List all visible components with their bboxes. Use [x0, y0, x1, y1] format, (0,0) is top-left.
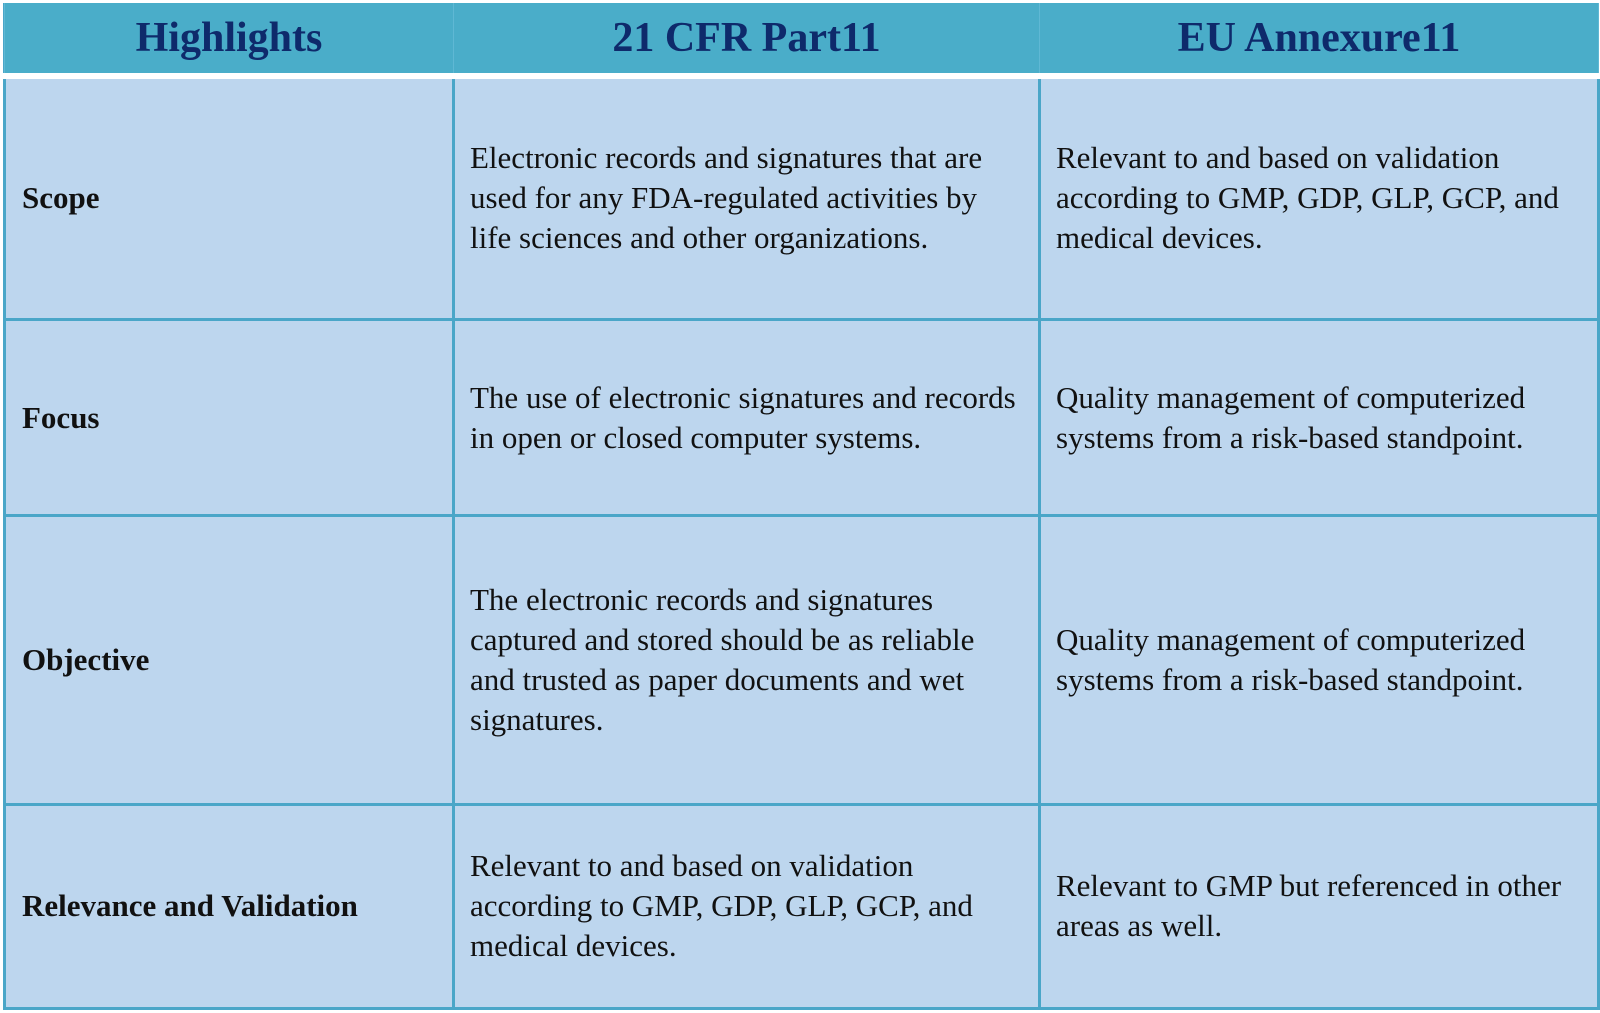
- table-body: [5, 76, 1599, 1009]
- row-label-focus: Focus: [5, 319, 454, 515]
- cell-eu-objective: Quality management of computerized systems from a risk-based standpoint.: [1040, 516, 1599, 805]
- row-label-objective: Objective: [5, 516, 454, 805]
- comparison-table-container: [3, 3, 1597, 1010]
- header-highlights: Highlights: [5, 3, 454, 76]
- cell-cfr-objective: The electronic records and signatures captured and stored should be as reliable and trusted as paper documents and wet signatures.: [454, 516, 1040, 805]
- cell-cfr-relevance-validation: Relevant to and based on validation according to GMP, GDP, GLP, GCP, and medical devices.: [454, 804, 1040, 1008]
- cell-eu-scope: Relevant to and based on validation according to GMP, GDP, GLP, GCP, and medical devices.: [1040, 76, 1599, 319]
- table-row: [5, 319, 1599, 515]
- table-row: [5, 76, 1599, 319]
- cell-eu-relevance-validation: Relevant to GMP but referenced in other areas as well.: [1040, 804, 1599, 1008]
- table-row: [5, 516, 1599, 805]
- cell-cfr-focus: The use of electronic signatures and records in open or closed computer systems.: [454, 319, 1040, 515]
- row-label-scope: Scope: [5, 76, 454, 319]
- cell-eu-focus: Quality management of computerized systems from a risk-based standpoint.: [1040, 319, 1599, 515]
- cell-cfr-scope: Electronic records and signatures that are used for any FDA-regulated activities by life sciences and other organizations.: [454, 76, 1040, 319]
- header-eu-annexure11: EU Annexure11: [1040, 3, 1599, 76]
- row-label-relevance-validation: Relevance and Validation: [5, 804, 454, 1008]
- table-row: [5, 804, 1599, 1008]
- header-row: [5, 3, 1599, 76]
- header-21-cfr-part11: 21 CFR Part11: [454, 3, 1040, 76]
- comparison-table: [3, 3, 1600, 1010]
- table-header: [5, 3, 1599, 76]
